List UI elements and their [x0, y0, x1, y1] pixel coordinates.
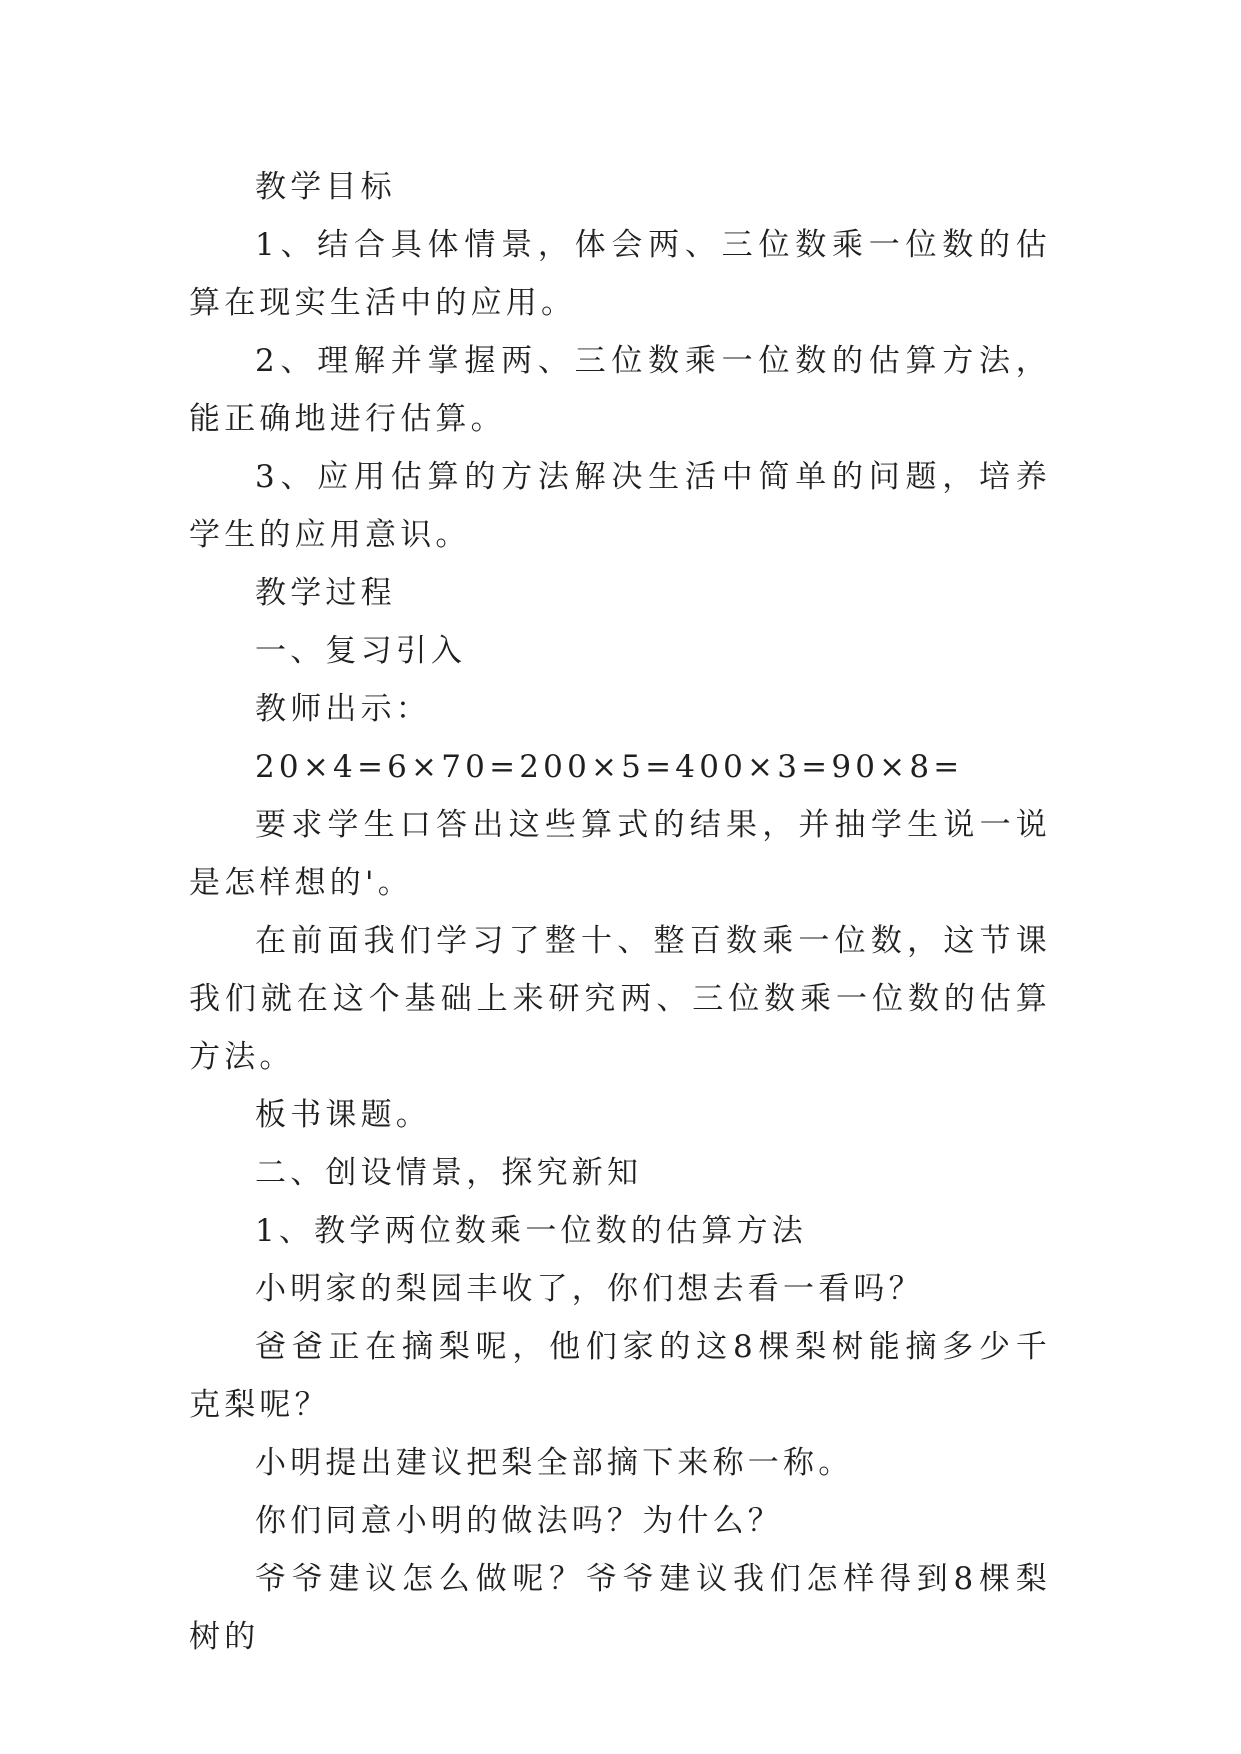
- objective-3: 3、应用估算的方法解决生活中简单的问题，培养学生的应用意识。: [189, 459, 1051, 553]
- paragraph-oral-answers: 要求学生口答出这些算式的结果，并抽学生说一说是怎样想的'。: [189, 807, 1051, 901]
- paragraph-pear-orchard: 小明家的梨园丰收了，你们想去看一看吗？: [255, 1271, 924, 1307]
- section-create-scenario: 二、创设情景，探究新知: [255, 1155, 643, 1191]
- paragraph-grandpa-suggestion: 爷爷建议怎么做呢？爷爷建议我们怎样得到8棵梨树的: [189, 1561, 1051, 1655]
- math-expressions: 20×4=6×70=200×5=400×3=90×8=: [255, 749, 964, 785]
- section-review-intro: 一、复习引入: [255, 633, 467, 669]
- heading-teaching-process: 教学过程: [255, 575, 396, 611]
- paragraph-father-picking: 爸爸正在摘梨呢，他们家的这8棵梨树能摘多少千克梨呢？: [189, 1329, 1051, 1423]
- heading-teaching-objectives: 教学目标: [255, 169, 396, 205]
- objective-2: 2、理解并掌握两、三位数乘一位数的估算方法，能正确地进行估算。: [189, 343, 1051, 437]
- document-body: [189, 158, 1051, 1666]
- teacher-shows: 教师出示：: [255, 691, 431, 727]
- paragraph-board-title: 板书课题。: [255, 1097, 431, 1133]
- paragraph-previous-lesson: 在前面我们学习了整十、整百数乘一位数，这节课我们就在这个基础上来研究两、三位数乘一位数的估算方法。: [189, 923, 1051, 1075]
- paragraph-agree-question: 你们同意小明的做法吗？为什么？: [255, 1503, 783, 1539]
- objective-1: 1、结合具体情景，体会两、三位数乘一位数的估算在现实生活中的应用。: [189, 227, 1051, 321]
- subsection-two-digit-estimation: 1、教学两位数乘一位数的估算方法: [255, 1213, 807, 1249]
- paragraph-xiaoming-suggestion: 小明提出建议把梨全部摘下来称一称。: [255, 1445, 854, 1481]
